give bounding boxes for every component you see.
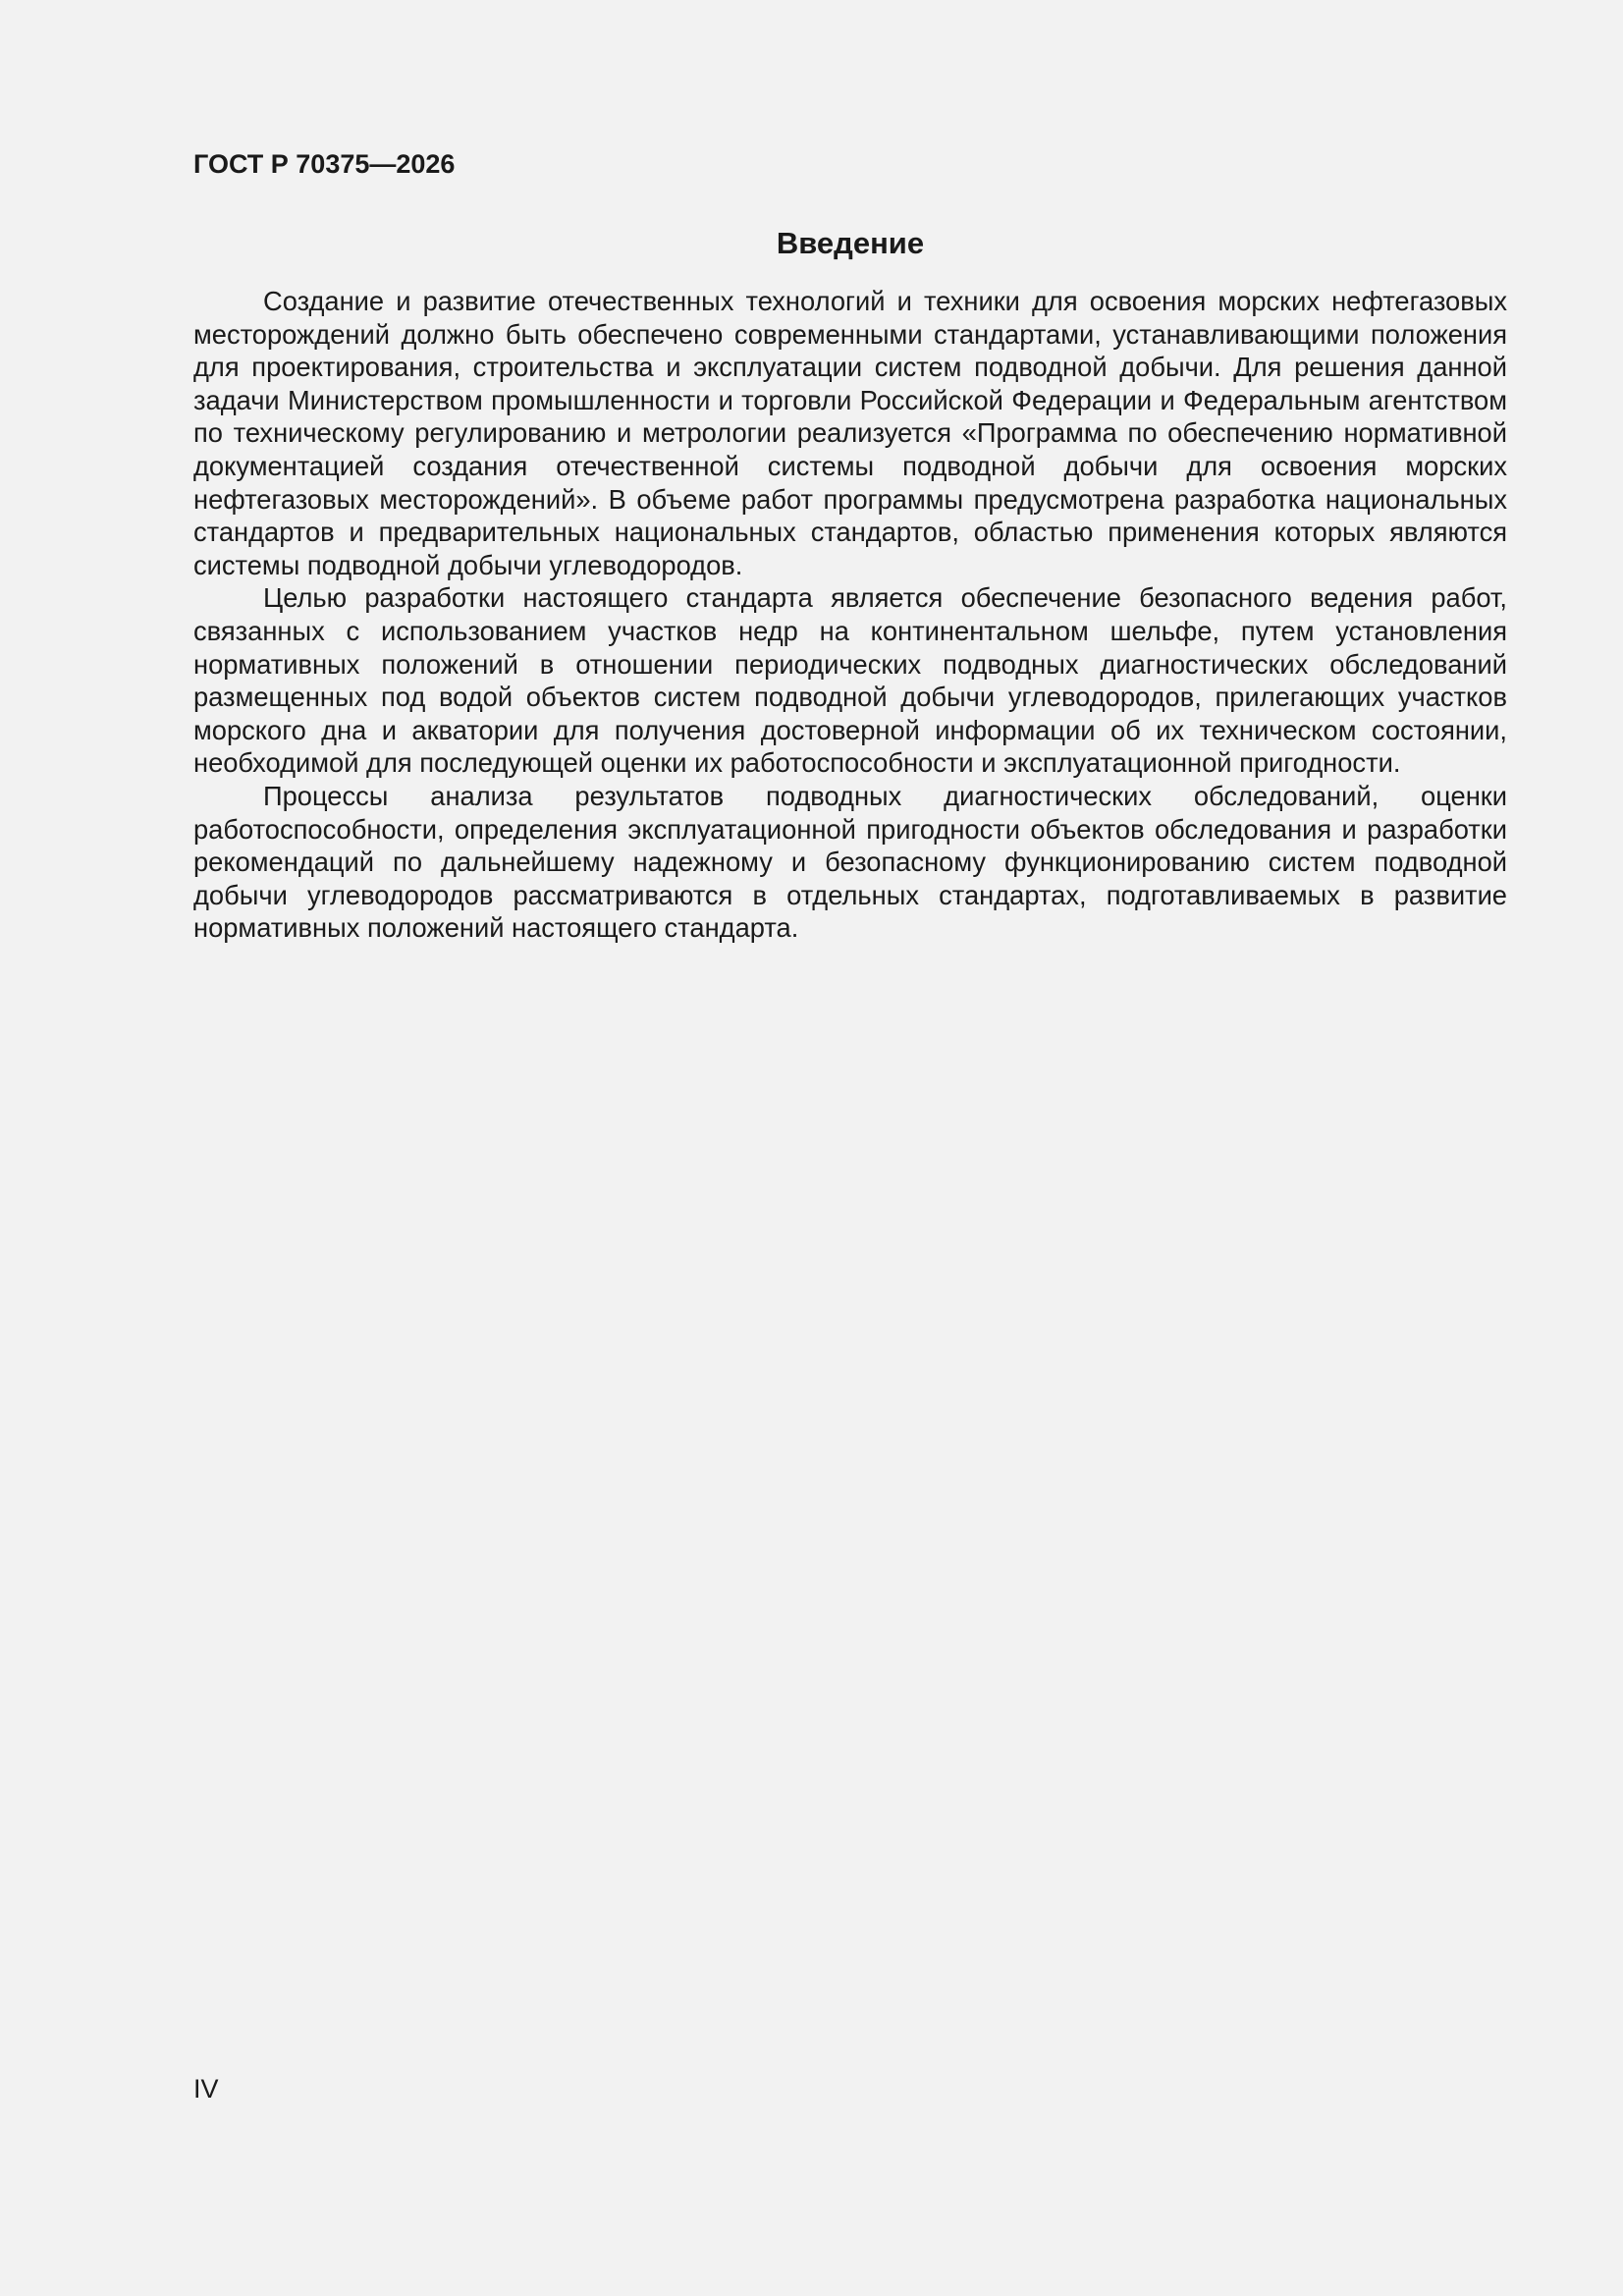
paragraph: Целью разработки настоящего стандарта является обеспечение безопасного ведения работ, связанных с использованием участков недр на континентальном шельфе, путем установления нормативных положений в отношении периодических подводных диагностических обследований размещенных под водой объектов систем подводной добычи углеводородов, прилегающих участков морского дна и акватории для получения достоверной информации об их техническом состоянии, необходимой для последующей оценки их работоспособности и эксплуатационной пригодности. bbox=[193, 582, 1507, 779]
section-body bbox=[193, 285, 1507, 945]
paragraph: Процессы анализа результатов подводных диагностических обследований, оценки работоспособности, определения эксплуатационной пригодности объектов обследования и разработки рекомендаций по дальнейшему надежному и безопасному функционированию систем подводной добычи углеводородов рассматриваются в отдельных стандартах, подготавливаемых в развитие нормативных положений настоящего стандарта. bbox=[193, 780, 1507, 944]
standard-id-header: ГОСТ Р 70375—2026 bbox=[193, 149, 456, 179]
page-number: IV bbox=[193, 2074, 219, 2104]
paragraph: Создание и развитие отечественных технологий и техники для освоения морских нефтегазовых месторождений должно быть обеспечено современными стандартами, устанавливающими положения для проектирования, строительства и эксплуатации систем подводной добычи. Для решения данной задачи Министерством промышленности и торговли Российской Федерации и Федеральным агентством по техническому регулированию и метрологии реализуется «Программа по обеспечению нормативной документацией создания отечественной системы подводной добычи для освоения морских нефтегазовых месторождений». В объеме работ программы предусмотрена разработка национальных стандартов и предварительных национальных стандартов, областью применения которых являются системы подводной добычи углеводородов. bbox=[193, 286, 1507, 580]
section-title: Введение bbox=[776, 226, 925, 260]
